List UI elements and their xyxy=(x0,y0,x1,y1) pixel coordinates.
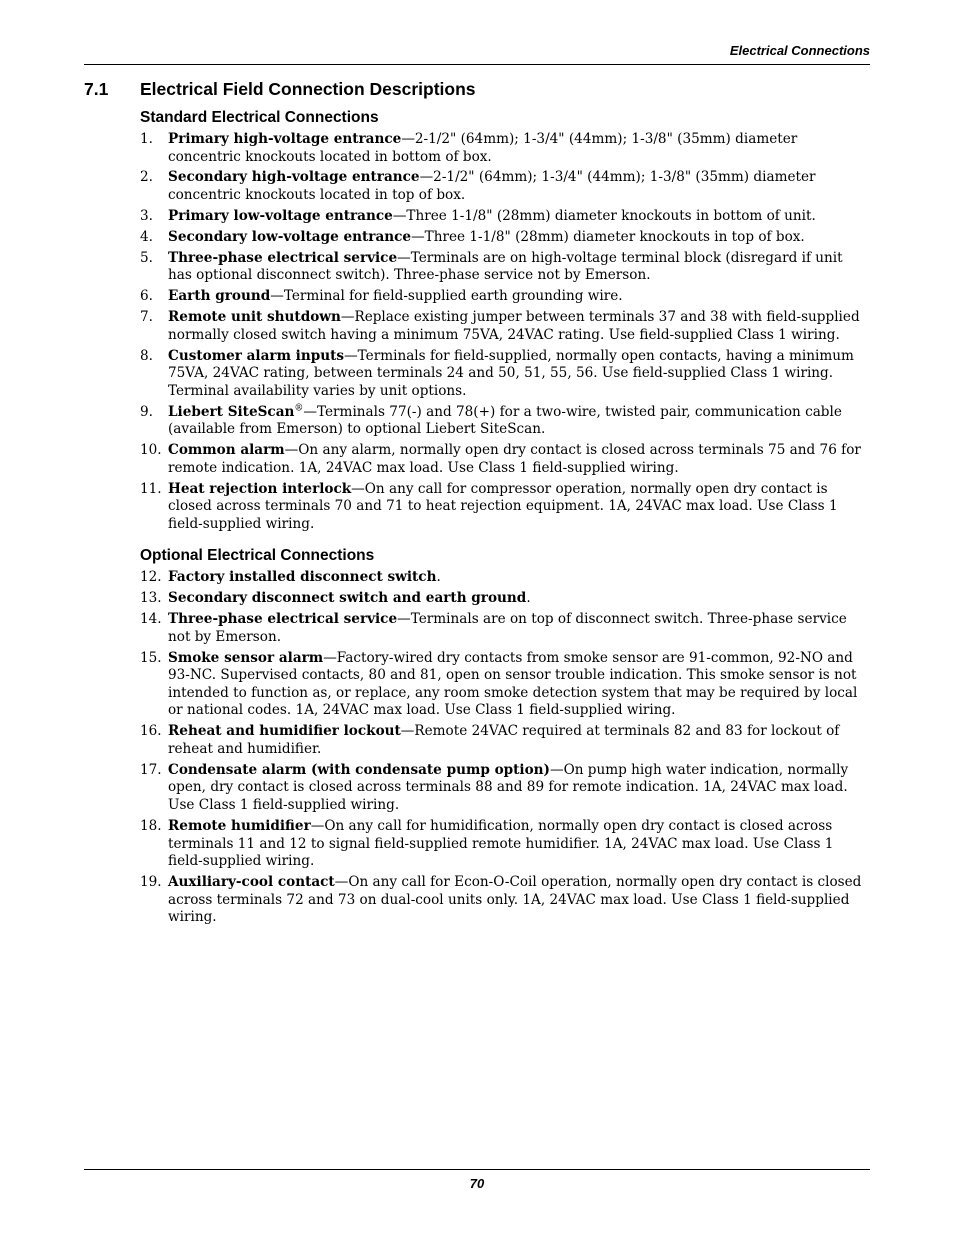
item-term: Auxiliary-cool contact xyxy=(168,874,335,891)
list-item xyxy=(140,723,870,758)
item-description: —Replace existing jumper between terminals 37 and 38 with field-supplied normally closed switch having a minimum 75VA, 24VAC rating. Use field-supplied Class 1 wiring. xyxy=(168,309,860,343)
item-number: 12. xyxy=(140,569,162,586)
item-term: Liebert SiteScan xyxy=(168,403,295,420)
item-term: Secondary low-voltage entrance xyxy=(168,228,412,245)
optional-list xyxy=(140,569,870,926)
page-content xyxy=(140,108,870,930)
item-description: —On any call for humidification, normally open dry contact is closed across terminals 11 and 12 to signal field-supplied remote humidifier. 1A, 24VAC max load. Use Class 1 field-supplied wiring. xyxy=(168,817,834,870)
list-item xyxy=(140,611,870,646)
item-description: —Three 1-1/8" (28mm) diameter knockouts in top of box. xyxy=(411,228,805,245)
item-number: 15. xyxy=(140,649,162,666)
item-term: Reheat and humidifier lockout xyxy=(168,723,401,740)
list-item xyxy=(140,169,870,204)
item-number: 10. xyxy=(140,442,162,459)
item-term: Remote unit shutdown xyxy=(168,309,341,326)
item-number: 13. xyxy=(140,590,162,607)
item-term: Primary low-voltage entrance xyxy=(168,207,393,224)
item-number: 16. xyxy=(140,723,162,740)
item-description: —Factory-wired dry contacts from smoke sensor are 91-common, 92-NO and 93-NC. Supervised contacts, 80 and 81, open on sensor trouble indication. This smoke sensor is not intended to function as, or replace, any room smoke detection system that may be required by local or national codes. 1A, 24VAC max load. Use Class 1 field-supplied wiring. xyxy=(168,649,858,719)
item-number: 7. xyxy=(140,309,153,326)
item-description: . xyxy=(526,590,531,607)
item-number: 8. xyxy=(140,347,153,364)
list-item xyxy=(140,590,870,608)
item-description: —On pump high water indication, normally open, dry contact is closed across terminals 88 and 89 for remote indication. 1A, 24VAC max load. Use Class 1 field-supplied wiring. xyxy=(168,761,849,814)
item-number: 19. xyxy=(140,874,162,891)
item-description: —Terminals for field-supplied, normally open contacts, having a minimum 75VA, 24VAC rating, between terminals 24 and 50, 51, 55, 56. Use field-supplied Class 1 wiring. Terminal availability varies by unit options. xyxy=(168,347,854,399)
item-number: 17. xyxy=(140,761,162,778)
item-number: 6. xyxy=(140,288,153,305)
item-term: Remote humidifier xyxy=(168,817,311,834)
item-number: 11. xyxy=(140,480,162,497)
page-number: 70 xyxy=(469,1176,485,1191)
header-rule xyxy=(84,64,870,65)
running-header: Electrical Connections xyxy=(729,43,870,58)
footer-rule xyxy=(84,1169,870,1170)
item-term: Heat rejection interlock xyxy=(168,480,352,497)
item-number: 5. xyxy=(140,249,153,266)
item-number: 14. xyxy=(140,611,162,628)
section-title xyxy=(84,79,476,100)
item-term: Three-phase electrical service xyxy=(168,249,398,266)
list-item xyxy=(140,442,870,477)
item-number: 4. xyxy=(140,228,153,245)
item-description: —On any call for Econ-O-Coil operation, normally open dry contact is closed across terminals 72 and 73 on dual-cool units only. 1A, 24VAC max load. Use Class 1 field-supplied wiring. xyxy=(168,874,862,926)
item-description: —Three 1-1/8" (28mm) diameter knockouts in bottom of unit. xyxy=(392,207,816,224)
list-item xyxy=(140,404,870,439)
item-term: Common alarm xyxy=(168,442,285,459)
section-number: 7.1 xyxy=(84,79,109,99)
item-number: 2. xyxy=(140,169,153,186)
item-description: —2-1/2" (64mm); 1-3/4" (44mm); 1-3/8" (35mm) diameter concentric knockouts located in bottom of box. xyxy=(168,131,798,165)
item-description: . xyxy=(436,569,441,586)
list-item xyxy=(140,348,870,401)
item-number: 9. xyxy=(140,403,153,420)
list-item xyxy=(140,229,870,247)
list-item xyxy=(140,481,870,534)
list-item xyxy=(140,131,870,166)
item-description: —2-1/2" (64mm); 1-3/4" (44mm); 1-3/8" (35mm) diameter concentric knockouts located in top of box. xyxy=(168,169,816,204)
section-title-text: Electrical Field Connection Descriptions xyxy=(140,79,476,99)
optional-heading: Optional Electrical Connections xyxy=(140,547,375,565)
item-description: —On any call for compressor operation, normally open dry contact is closed across terminals 70 and 71 to heat rejection equipment. 1A, 24VAC max load. Use Class 1 field-supplied wiring. xyxy=(168,480,838,532)
item-term: Factory installed disconnect switch xyxy=(168,569,437,586)
list-item xyxy=(140,818,870,871)
registered-mark: ® xyxy=(294,403,304,414)
list-item xyxy=(140,569,870,587)
standard-heading: Standard Electrical Connections xyxy=(140,109,379,126)
item-description: —Terminals 77(-) and 78(+) for a two-wire, twisted pair, communication cable (available from Emerson) to optional Liebert SiteScan. xyxy=(168,403,842,438)
list-item xyxy=(140,309,870,344)
item-term: Primary high-voltage entrance xyxy=(168,131,402,147)
item-term: Secondary disconnect switch and earth ground xyxy=(168,590,527,607)
item-term: Earth ground xyxy=(168,288,271,305)
list-item xyxy=(140,762,870,815)
item-description: —Terminal for field-supplied earth grounding wire. xyxy=(270,288,623,305)
list-item xyxy=(140,650,870,720)
list-item xyxy=(140,874,870,927)
item-term: Condensate alarm (with condensate pump option) xyxy=(168,761,550,778)
item-number: 1. xyxy=(140,131,153,147)
item-number: 18. xyxy=(140,817,162,834)
list-item xyxy=(140,288,870,306)
list-item xyxy=(140,250,870,285)
standard-list xyxy=(140,131,870,533)
item-description: —Remote 24VAC required at terminals 82 and 83 for lockout of reheat and humidifier. xyxy=(168,723,840,757)
item-number: 3. xyxy=(140,207,153,224)
item-description: —On any alarm, normally open dry contact is closed across terminals 75 and 76 for remote indication. 1A, 24VAC max load. Use Class 1 field-supplied wiring. xyxy=(168,442,861,476)
item-description: —Terminals are on top of disconnect switch. Three-phase service not by Emerson. xyxy=(168,611,847,645)
item-term: Customer alarm inputs xyxy=(168,347,345,364)
item-term: Three-phase electrical service xyxy=(168,611,398,628)
item-term: Smoke sensor alarm xyxy=(168,649,324,666)
item-term: Secondary high-voltage entrance xyxy=(168,169,420,186)
item-description: —Terminals are on high-voltage terminal block (disregard if unit has optional disconnect switch). Three-phase service not by Emerson. xyxy=(168,249,843,284)
list-item xyxy=(140,208,870,226)
